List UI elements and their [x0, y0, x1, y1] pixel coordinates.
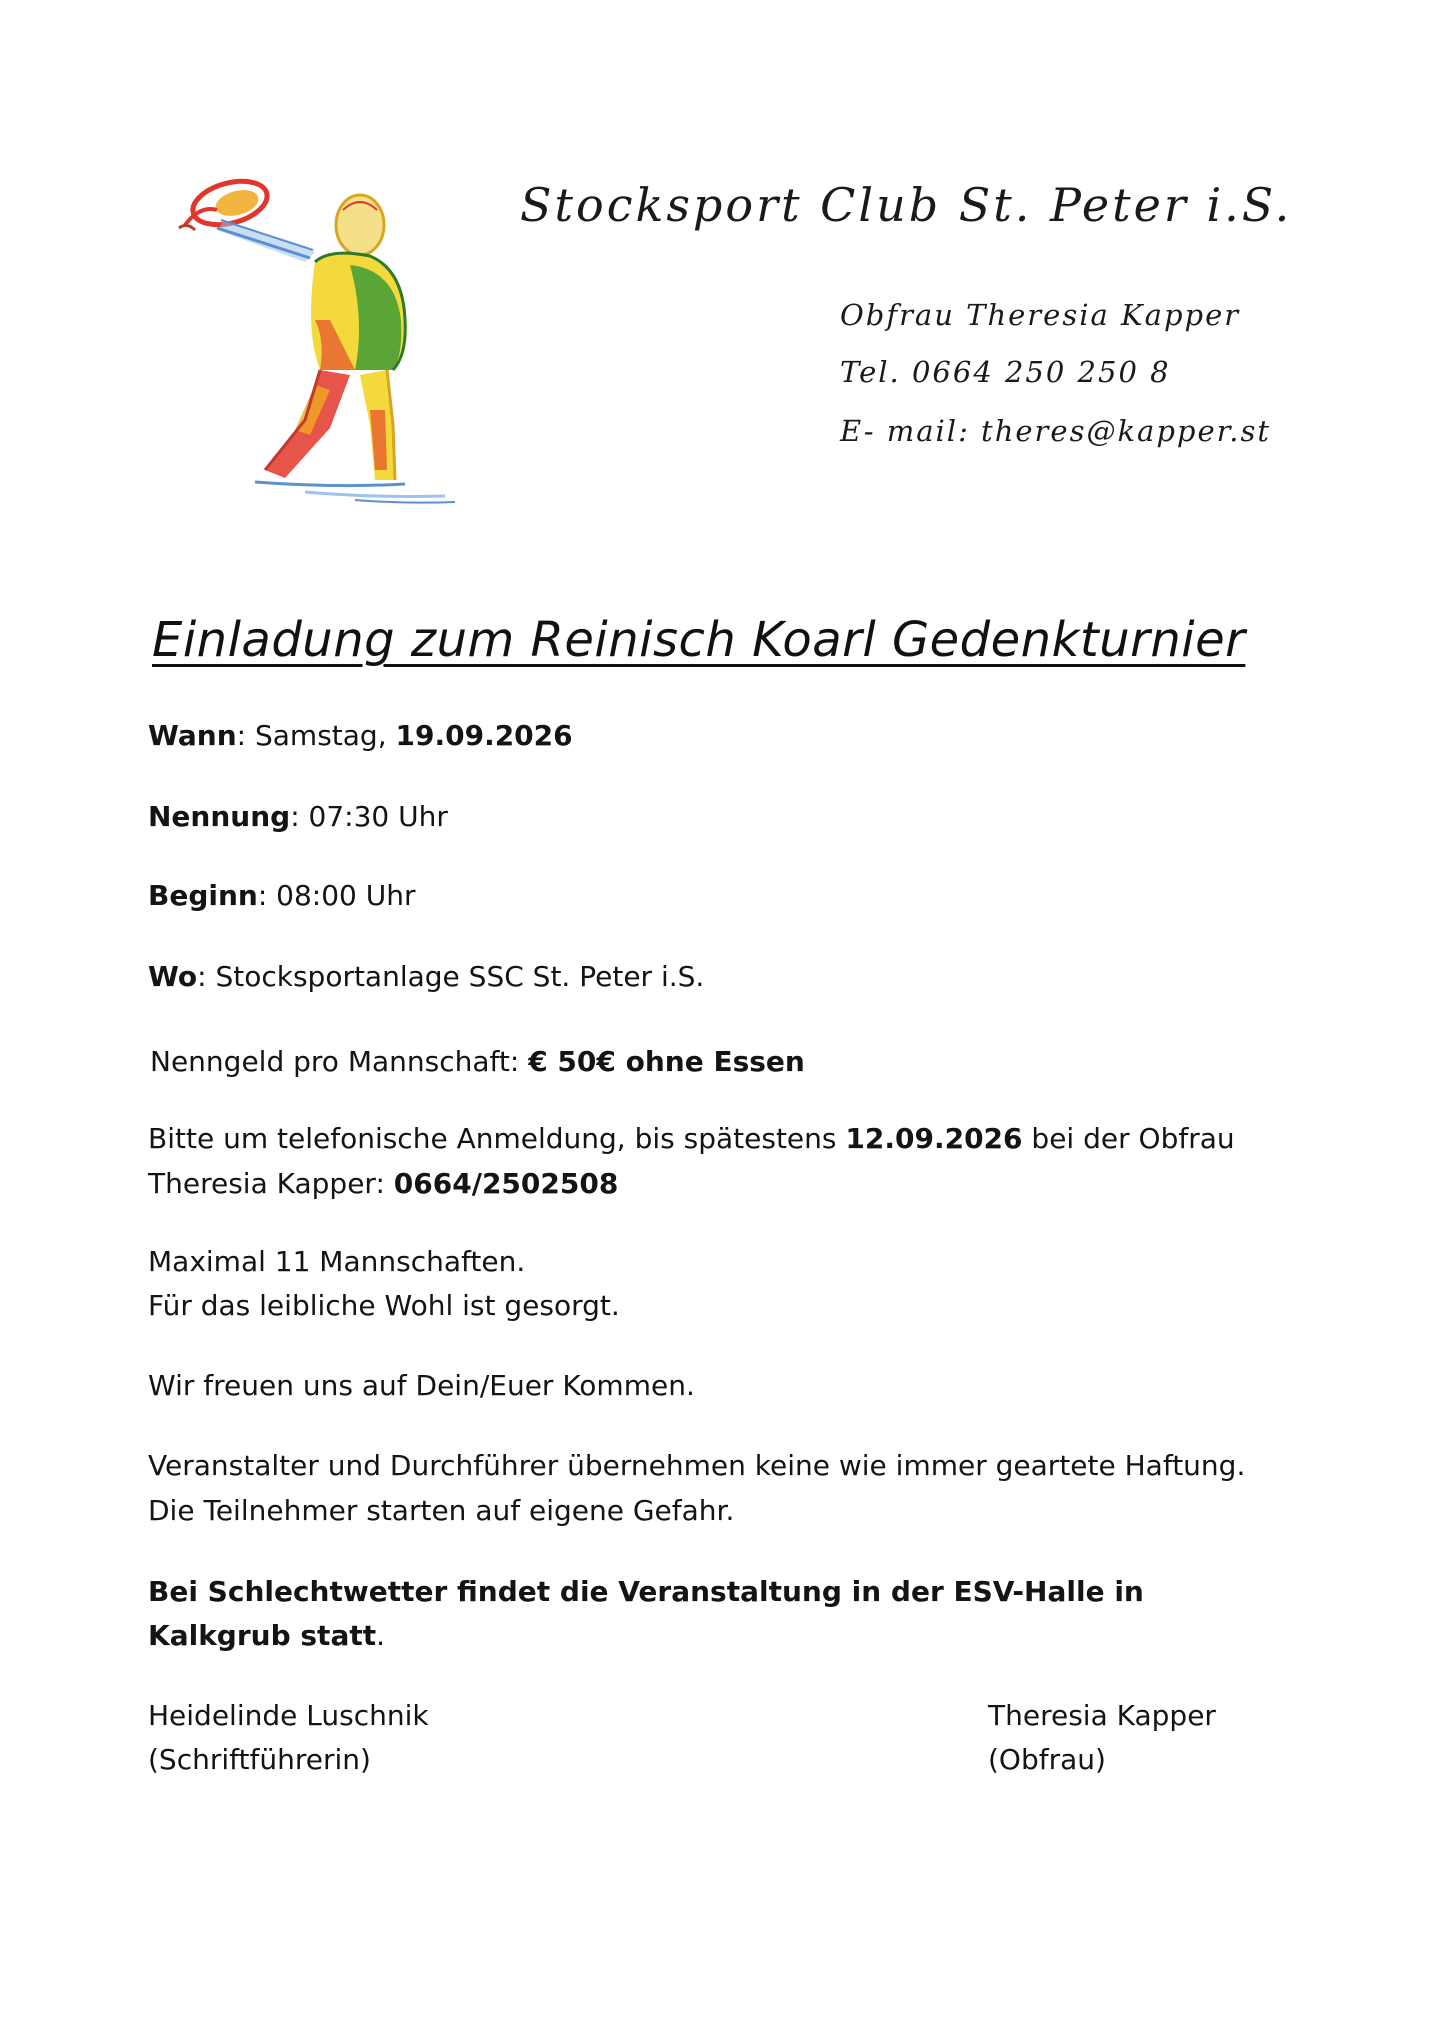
stock-sport-player-icon — [155, 170, 500, 510]
weather-note-1: Bei Schlechtwetter findet die Veranstaltung in der ESV-Halle in — [148, 1575, 1144, 1608]
detail-nenngeld — [150, 1040, 805, 1084]
signature-left-role: (Schriftführerin) — [148, 1743, 371, 1776]
wann-day: : Samstag, — [236, 719, 396, 752]
registration-line-1 — [148, 1117, 1235, 1161]
registration-suffix: bei der Obfrau — [1022, 1122, 1235, 1155]
weather-note-2-bold: Kalkgrub statt — [148, 1619, 377, 1652]
nennung-label: Nennung — [148, 800, 291, 833]
beginn-value: : 08:00 Uhr — [257, 879, 416, 912]
welcome-note: Wir freuen uns auf Dein/Euer Kommen. — [148, 1369, 695, 1402]
registration-contact: Theresia Kapper: — [148, 1167, 394, 1200]
nenngeld-value: € 50€ ohne Essen — [528, 1045, 805, 1078]
max-teams-note: Maximal 11 Mannschaften. — [148, 1245, 526, 1278]
wo-label: Wo — [148, 960, 198, 993]
weather-note-2 — [148, 1614, 385, 1658]
detail-beginn — [148, 874, 416, 918]
detail-nennung — [148, 795, 448, 839]
club-name: Stocksport Club St. Peter i.S. — [520, 178, 1293, 232]
nenngeld-label: Nenngeld pro Mannschaft: — [150, 1045, 529, 1078]
contact-email: E- mail: theres@kapper.st — [840, 414, 1272, 448]
page-title: Einladung zum Reinisch Koarl Gedenkturnier — [152, 612, 1246, 668]
registration-line-2 — [148, 1162, 618, 1206]
contact-phone: Tel. 0664 250 250 8 — [840, 355, 1171, 389]
signature-right-name: Theresia Kapper — [988, 1699, 1216, 1732]
beginn-label: Beginn — [148, 879, 258, 912]
wann-label: Wann — [148, 719, 237, 752]
registration-phone: 0664/2502508 — [393, 1167, 619, 1200]
registration-deadline: 12.09.2026 — [845, 1122, 1023, 1155]
liability-note-2: Die Teilnehmer starten auf eigene Gefahr. — [148, 1494, 735, 1527]
wo-value: : Stocksportanlage SSC St. Peter i.S. — [197, 960, 705, 993]
signature-left-name: Heidelinde Luschnik — [148, 1699, 429, 1732]
catering-note: Für das leibliche Wohl ist gesorgt. — [148, 1289, 620, 1322]
nennung-value: : 07:30 Uhr — [290, 800, 448, 833]
signature-right-role: (Obfrau) — [988, 1743, 1106, 1776]
weather-note-2-end: . — [376, 1619, 386, 1652]
registration-prefix: Bitte um telefonische Anmeldung, bis spätestens — [148, 1122, 846, 1155]
detail-wo — [148, 955, 704, 999]
detail-wann — [148, 714, 573, 758]
liability-note-1: Veranstalter und Durchführer übernehmen keine wie immer geartete Haftung. — [148, 1449, 1246, 1482]
wann-date: 19.09.2026 — [395, 719, 573, 752]
contact-person: Obfrau Theresia Kapper — [840, 298, 1241, 332]
